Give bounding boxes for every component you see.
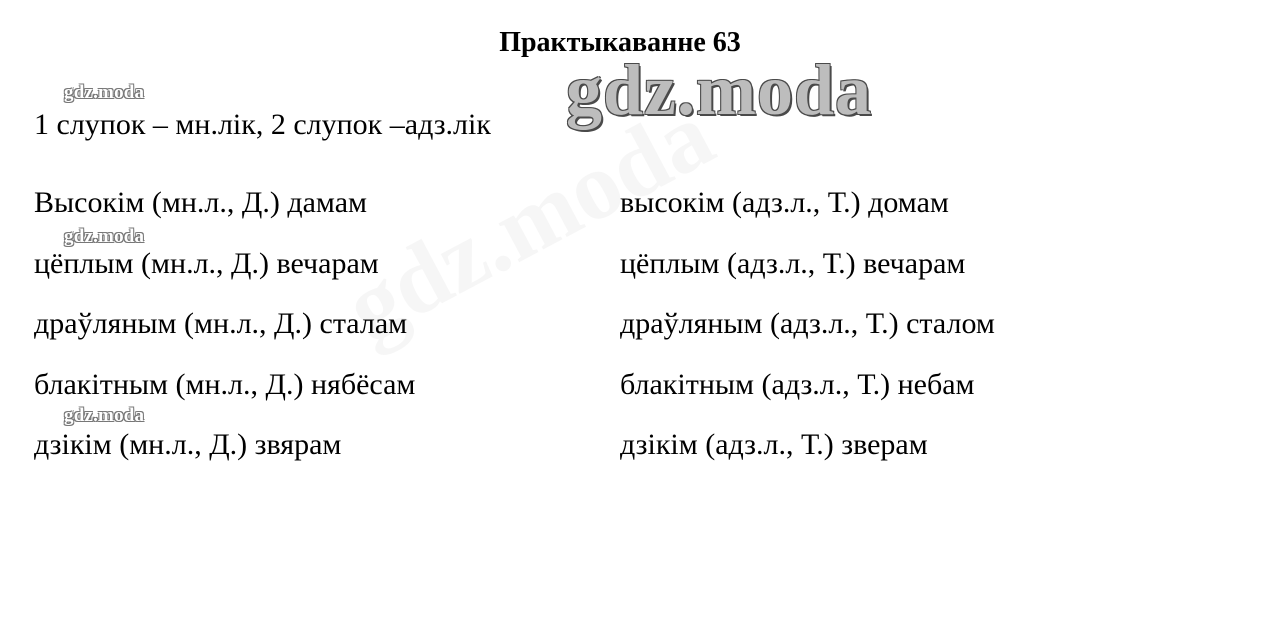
watermark-small-1: gdz.moda — [64, 82, 145, 103]
plural-phrase: блакітным (мн.л., Д.) нябёсам — [34, 367, 416, 401]
plural-column — [34, 184, 415, 487]
singular-phrase: блакітным (адз.л., Т.) небам — [620, 367, 975, 401]
plural-phrase: дзікім (мн.л., Д.) звярам — [34, 428, 342, 461]
plural-phrase: цёплым (мн.л., Д.) вечарам — [34, 246, 379, 280]
watermark-logo: gdz.moda — [566, 50, 873, 130]
watermark-small-3: gdz.moda — [64, 405, 145, 426]
singular-column — [620, 184, 995, 487]
page-title: Практыкаванне 63 — [499, 27, 741, 58]
plural-phrase: драўляным (мн.л., Д.) сталам — [34, 307, 408, 340]
singular-phrase: дзікім (адз.л., Т.) зверам — [620, 428, 928, 461]
singular-phrase: цёплым (адз.л., Т.) вечарам — [620, 246, 966, 280]
singular-phrase: высокім (адз.л., Т.) домам — [620, 186, 949, 219]
watermark-small-2: gdz.moda — [64, 226, 145, 247]
column-legend: 1 слупок – мн.лік, 2 слупок –адз.лік — [34, 108, 491, 141]
singular-phrase: драўляным (адз.л., Т.) сталом — [620, 307, 995, 340]
plural-phrase: Высокім (мн.л., Д.) дамам — [34, 186, 367, 219]
